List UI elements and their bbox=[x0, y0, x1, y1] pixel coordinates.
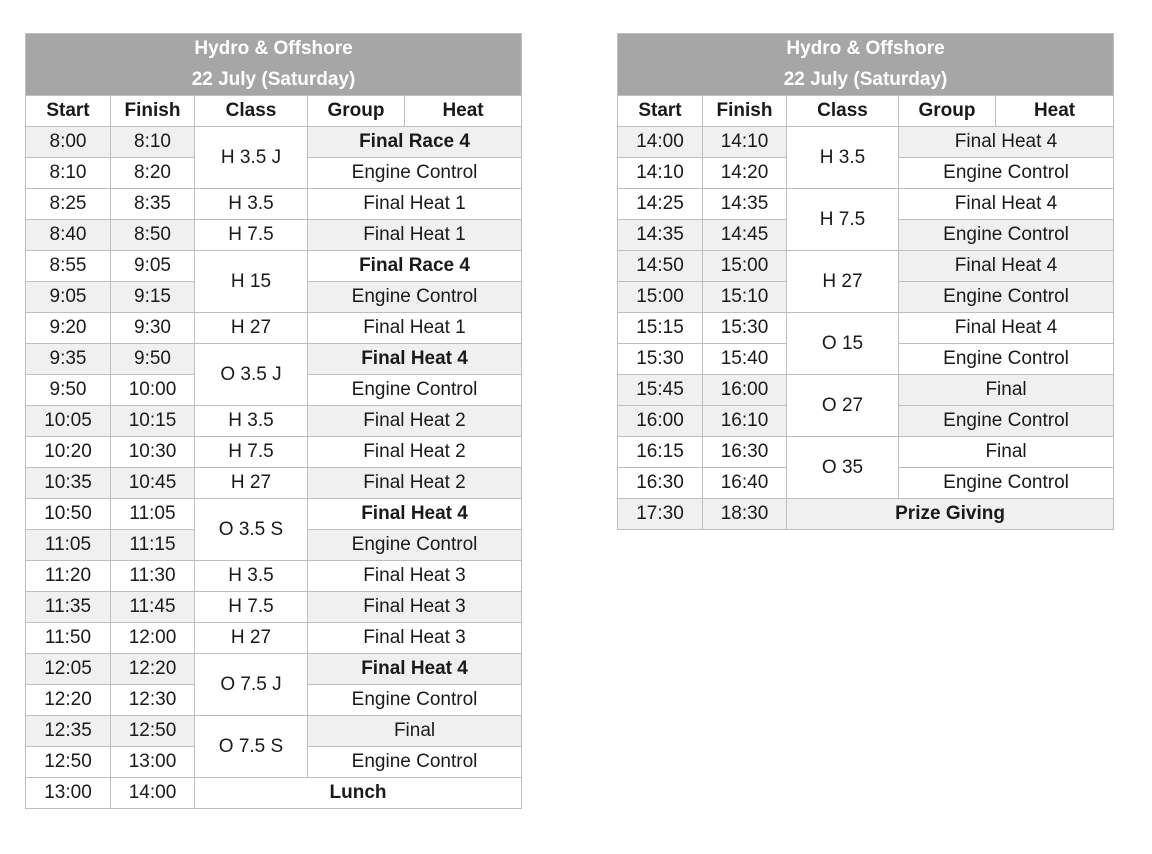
group-heat-cell: Final Heat 3 bbox=[308, 592, 522, 623]
start-time: 14:25 bbox=[618, 189, 703, 220]
group-heat-cell: Engine Control bbox=[308, 747, 522, 778]
finish-time: 8:10 bbox=[111, 127, 195, 158]
finish-time: 13:00 bbox=[111, 747, 195, 778]
finish-time: 16:30 bbox=[703, 437, 787, 468]
start-time: 10:05 bbox=[26, 406, 111, 437]
start-time: 9:50 bbox=[26, 375, 111, 406]
class-cell: H 3.5 bbox=[787, 127, 899, 189]
table-row bbox=[26, 623, 522, 654]
class-cell: H 7.5 bbox=[195, 437, 308, 468]
group-heat-cell: Final bbox=[899, 375, 1114, 406]
group-heat-cell: Final Heat 4 bbox=[899, 313, 1114, 344]
finish-time: 15:30 bbox=[703, 313, 787, 344]
finish-time: 15:00 bbox=[703, 251, 787, 282]
col-header-class: Class bbox=[195, 96, 308, 127]
class-cell: H 27 bbox=[787, 251, 899, 313]
finish-time: 12:20 bbox=[111, 654, 195, 685]
table-row bbox=[26, 406, 522, 437]
finish-time: 9:15 bbox=[111, 282, 195, 313]
finish-time: 14:00 bbox=[111, 778, 195, 809]
group-heat-cell: Final Heat 4 bbox=[899, 127, 1114, 158]
table-row bbox=[618, 251, 1114, 282]
finish-time: 8:35 bbox=[111, 189, 195, 220]
group-heat-cell: Final Heat 2 bbox=[308, 406, 522, 437]
finish-time: 12:50 bbox=[111, 716, 195, 747]
table-row bbox=[26, 189, 522, 220]
finish-time: 14:20 bbox=[703, 158, 787, 189]
start-time: 10:35 bbox=[26, 468, 111, 499]
finish-time: 9:05 bbox=[111, 251, 195, 282]
start-time: 15:00 bbox=[618, 282, 703, 313]
finish-time: 15:40 bbox=[703, 344, 787, 375]
table-row bbox=[26, 592, 522, 623]
table-date: 22 July (Saturday) bbox=[26, 64, 522, 96]
class-cell: H 7.5 bbox=[195, 592, 308, 623]
event-label: Prize Giving bbox=[787, 499, 1114, 530]
start-time: 14:00 bbox=[618, 127, 703, 158]
group-heat-cell: Final Race 4 bbox=[308, 127, 522, 158]
start-time: 16:30 bbox=[618, 468, 703, 499]
group-heat-cell: Engine Control bbox=[308, 282, 522, 313]
group-heat-cell: Final Heat 4 bbox=[308, 344, 522, 375]
table-row bbox=[26, 313, 522, 344]
table-row bbox=[26, 437, 522, 468]
class-cell: H 3.5 bbox=[195, 406, 308, 437]
col-header-heat: Heat bbox=[405, 96, 522, 127]
table-row bbox=[618, 313, 1114, 344]
start-time: 8:55 bbox=[26, 251, 111, 282]
finish-time: 12:30 bbox=[111, 685, 195, 716]
table-row bbox=[26, 344, 522, 375]
table-row bbox=[618, 437, 1114, 468]
table-date: 22 July (Saturday) bbox=[618, 64, 1114, 96]
class-cell: O 3.5 J bbox=[195, 344, 308, 406]
class-cell: O 7.5 S bbox=[195, 716, 308, 778]
group-heat-cell: Engine Control bbox=[308, 530, 522, 561]
finish-time: 11:05 bbox=[111, 499, 195, 530]
table-row bbox=[618, 189, 1114, 220]
group-heat-cell: Engine Control bbox=[899, 344, 1114, 375]
finish-time: 8:50 bbox=[111, 220, 195, 251]
start-time: 9:20 bbox=[26, 313, 111, 344]
class-cell: O 15 bbox=[787, 313, 899, 375]
group-heat-cell: Final Heat 2 bbox=[308, 437, 522, 468]
col-header-finish: Finish bbox=[703, 96, 787, 127]
finish-time: 16:00 bbox=[703, 375, 787, 406]
finish-time: 14:35 bbox=[703, 189, 787, 220]
finish-time: 10:45 bbox=[111, 468, 195, 499]
group-heat-cell: Final Heat 2 bbox=[308, 468, 522, 499]
start-time: 14:35 bbox=[618, 220, 703, 251]
finish-time: 9:30 bbox=[111, 313, 195, 344]
class-cell: O 27 bbox=[787, 375, 899, 437]
table-row bbox=[26, 654, 522, 685]
start-time: 11:20 bbox=[26, 561, 111, 592]
finish-time: 15:10 bbox=[703, 282, 787, 313]
col-header-class: Class bbox=[787, 96, 899, 127]
class-cell: H 15 bbox=[195, 251, 308, 313]
start-time: 13:00 bbox=[26, 778, 111, 809]
group-heat-cell: Engine Control bbox=[308, 685, 522, 716]
table-row bbox=[26, 778, 522, 809]
group-heat-cell: Final Heat 1 bbox=[308, 313, 522, 344]
group-heat-cell: Engine Control bbox=[899, 406, 1114, 437]
group-heat-cell: Final Heat 4 bbox=[308, 654, 522, 685]
class-cell: H 27 bbox=[195, 623, 308, 654]
start-time: 12:50 bbox=[26, 747, 111, 778]
start-time: 15:15 bbox=[618, 313, 703, 344]
col-header-finish: Finish bbox=[111, 96, 195, 127]
group-heat-cell: Final Heat 4 bbox=[899, 189, 1114, 220]
group-heat-cell: Final Heat 1 bbox=[308, 189, 522, 220]
finish-time: 10:30 bbox=[111, 437, 195, 468]
table-row bbox=[618, 499, 1114, 530]
class-cell: O 7.5 J bbox=[195, 654, 308, 716]
group-heat-cell: Engine Control bbox=[899, 158, 1114, 189]
start-time: 16:15 bbox=[618, 437, 703, 468]
group-heat-cell: Engine Control bbox=[899, 282, 1114, 313]
table-title: Hydro & Offshore bbox=[618, 34, 1114, 65]
finish-time: 10:15 bbox=[111, 406, 195, 437]
table-row bbox=[26, 716, 522, 747]
group-heat-cell: Final bbox=[308, 716, 522, 747]
start-time: 9:35 bbox=[26, 344, 111, 375]
start-time: 11:35 bbox=[26, 592, 111, 623]
start-time: 10:50 bbox=[26, 499, 111, 530]
finish-time: 11:30 bbox=[111, 561, 195, 592]
start-time: 12:20 bbox=[26, 685, 111, 716]
finish-time: 10:00 bbox=[111, 375, 195, 406]
finish-time: 16:10 bbox=[703, 406, 787, 437]
finish-time: 18:30 bbox=[703, 499, 787, 530]
table-row bbox=[26, 251, 522, 282]
event-label: Lunch bbox=[195, 778, 522, 809]
group-heat-cell: Engine Control bbox=[308, 375, 522, 406]
finish-time: 14:45 bbox=[703, 220, 787, 251]
start-time: 14:50 bbox=[618, 251, 703, 282]
group-heat-cell: Engine Control bbox=[308, 158, 522, 189]
col-header-heat: Heat bbox=[996, 96, 1114, 127]
group-heat-cell: Final Race 4 bbox=[308, 251, 522, 282]
class-cell: H 3.5 J bbox=[195, 127, 308, 189]
schedule-table-left bbox=[25, 33, 522, 809]
class-cell: H 3.5 bbox=[195, 189, 308, 220]
finish-time: 11:45 bbox=[111, 592, 195, 623]
group-heat-cell: Final Heat 3 bbox=[308, 623, 522, 654]
group-heat-cell: Final Heat 4 bbox=[308, 499, 522, 530]
group-heat-cell: Engine Control bbox=[899, 468, 1114, 499]
finish-time: 11:15 bbox=[111, 530, 195, 561]
class-cell: H 7.5 bbox=[195, 220, 308, 251]
table-title: Hydro & Offshore bbox=[26, 34, 522, 65]
start-time: 8:00 bbox=[26, 127, 111, 158]
class-cell: H 3.5 bbox=[195, 561, 308, 592]
table-row bbox=[26, 499, 522, 530]
finish-time: 16:40 bbox=[703, 468, 787, 499]
class-cell: O 35 bbox=[787, 437, 899, 499]
start-time: 9:05 bbox=[26, 282, 111, 313]
col-header-group: Group bbox=[899, 96, 996, 127]
finish-time: 14:10 bbox=[703, 127, 787, 158]
col-header-start: Start bbox=[618, 96, 703, 127]
finish-time: 9:50 bbox=[111, 344, 195, 375]
table-row bbox=[26, 220, 522, 251]
start-time: 15:45 bbox=[618, 375, 703, 406]
start-time: 17:30 bbox=[618, 499, 703, 530]
finish-time: 8:20 bbox=[111, 158, 195, 189]
class-cell: H 7.5 bbox=[787, 189, 899, 251]
start-time: 11:50 bbox=[26, 623, 111, 654]
finish-time: 12:00 bbox=[111, 623, 195, 654]
start-time: 10:20 bbox=[26, 437, 111, 468]
start-time: 15:30 bbox=[618, 344, 703, 375]
class-cell: O 3.5 S bbox=[195, 499, 308, 561]
start-time: 8:40 bbox=[26, 220, 111, 251]
start-time: 11:05 bbox=[26, 530, 111, 561]
start-time: 8:10 bbox=[26, 158, 111, 189]
group-heat-cell: Engine Control bbox=[899, 220, 1114, 251]
schedule-table-right bbox=[617, 33, 1114, 530]
group-heat-cell: Final Heat 3 bbox=[308, 561, 522, 592]
start-time: 14:10 bbox=[618, 158, 703, 189]
group-heat-cell: Final Heat 4 bbox=[899, 251, 1114, 282]
table-row bbox=[618, 127, 1114, 158]
group-heat-cell: Final bbox=[899, 437, 1114, 468]
class-cell: H 27 bbox=[195, 468, 308, 499]
start-time: 12:05 bbox=[26, 654, 111, 685]
table-row bbox=[26, 561, 522, 592]
table-row bbox=[26, 468, 522, 499]
table-row bbox=[26, 127, 522, 158]
col-header-group: Group bbox=[308, 96, 405, 127]
start-time: 16:00 bbox=[618, 406, 703, 437]
start-time: 12:35 bbox=[26, 716, 111, 747]
class-cell: H 27 bbox=[195, 313, 308, 344]
col-header-start: Start bbox=[26, 96, 111, 127]
group-heat-cell: Final Heat 1 bbox=[308, 220, 522, 251]
start-time: 8:25 bbox=[26, 189, 111, 220]
table-row bbox=[618, 375, 1114, 406]
